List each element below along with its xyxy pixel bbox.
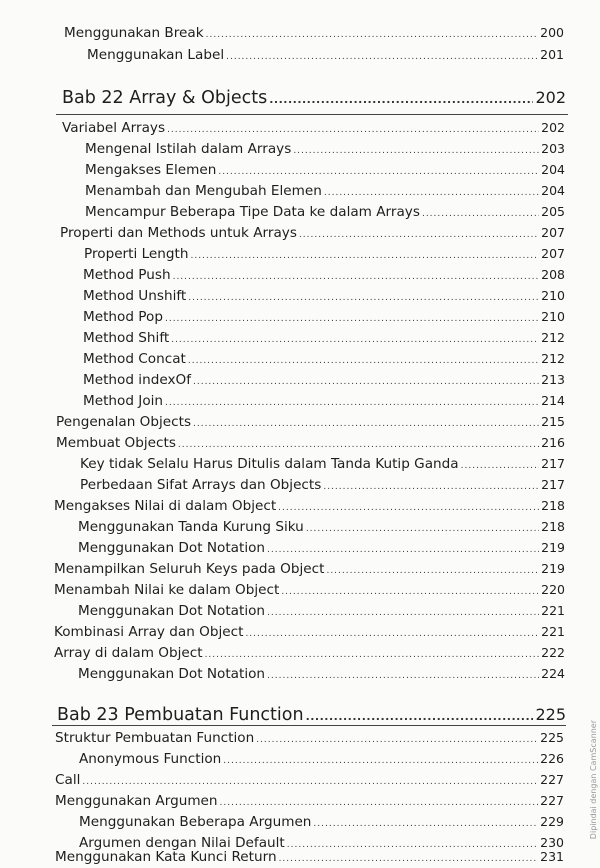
toc-entry-title: Kombinasi Array dan Object <box>54 624 244 640</box>
toc-entry-title: Menggunakan Break <box>64 25 204 41</box>
toc-entry-title: Membuat Objects <box>56 435 176 451</box>
toc-leader <box>267 541 539 559</box>
toc-leader <box>245 625 539 643</box>
toc-entry-title: Method indexOf <box>83 372 191 388</box>
toc-entry-title: Mengakses Elemen <box>85 162 217 178</box>
toc-entry <box>83 266 565 286</box>
toc-leader <box>269 89 533 111</box>
toc-entry-page: 208 <box>541 267 565 282</box>
toc-entry-page: 218 <box>541 498 565 513</box>
toc-entry-title: Menggunakan Label <box>87 47 225 63</box>
toc-leader <box>267 604 539 622</box>
toc-leader <box>223 752 538 770</box>
toc-entry <box>85 182 565 202</box>
toc-leader <box>293 142 539 160</box>
toc-entry-title: Method Pop <box>83 309 163 325</box>
toc-entry-page: 210 <box>541 288 565 303</box>
toc-leader <box>324 184 539 202</box>
toc-entry <box>85 161 565 181</box>
toc-entry-page: 218 <box>541 519 565 534</box>
toc-entry-title: Menampilkan Seluruh Keys pada Object <box>54 561 325 577</box>
toc-leader <box>167 121 539 139</box>
toc-entry-page: 212 <box>541 351 565 366</box>
toc-leader <box>278 499 539 517</box>
toc-entry <box>64 24 564 44</box>
toc-entry-title: Menggunakan Dot Notation <box>78 666 266 682</box>
toc-entry-page: 225 <box>540 730 564 745</box>
toc-entry-page: 229 <box>540 814 564 829</box>
toc-leader <box>313 815 538 833</box>
toc-leader <box>171 331 539 349</box>
toc-entry <box>54 581 565 601</box>
toc-entry-title: Mencampur Beberapa Tipe Data ke dalam Arrays <box>85 204 420 220</box>
toc-leader <box>306 520 539 538</box>
toc-entry-title: Method Join <box>83 393 164 409</box>
toc-entry <box>83 392 565 412</box>
chapter-rule <box>52 725 566 726</box>
toc-entry <box>78 602 565 622</box>
toc-entry-title: Method Push <box>83 267 171 283</box>
toc-leader <box>281 583 539 601</box>
chapter-title: Bab 23 Pembuatan Function <box>57 705 304 725</box>
toc-entry-title: Menggunakan Argumen <box>55 793 218 809</box>
toc-leader <box>326 562 539 580</box>
toc-entry-title: Pengenalan Objects <box>56 414 192 430</box>
toc-entry-page: 205 <box>541 204 565 219</box>
toc-entry <box>83 329 565 349</box>
toc-entry <box>60 224 565 244</box>
toc-entry <box>85 140 565 160</box>
toc-leader <box>226 48 538 66</box>
chapter-page: 225 <box>535 705 566 724</box>
toc-entry-page: 203 <box>541 141 565 156</box>
toc-entry <box>54 560 565 580</box>
toc-leader <box>190 247 539 265</box>
toc-entry <box>85 203 565 223</box>
toc-entry <box>80 455 565 475</box>
toc-entry-page: 217 <box>541 477 565 492</box>
toc-entry <box>78 665 565 685</box>
toc-entry-page: 221 <box>541 624 565 639</box>
toc-entry-title: Method Concat <box>83 351 186 367</box>
toc-entry <box>83 287 565 307</box>
toc-leader <box>188 352 539 370</box>
toc-entry-title: Menggunakan Tanda Kurung Siku <box>78 519 304 535</box>
toc-entry-page: 201 <box>540 47 564 62</box>
toc-entry-page: 227 <box>540 772 564 787</box>
toc-entry-title: Menambah Nilai ke dalam Object <box>54 582 280 598</box>
toc-entry-title: Menggunakan Beberapa Argumen <box>79 814 312 830</box>
toc-leader <box>205 646 540 664</box>
toc-entry-title: Variabel Arrays <box>62 120 166 136</box>
toc-entry-title: Properti Length <box>84 246 189 262</box>
toc-entry <box>54 644 565 664</box>
toc-entry-page: 222 <box>541 645 565 660</box>
toc-entry-page: 221 <box>541 603 565 618</box>
toc-entry-page: 224 <box>541 666 565 681</box>
toc-entry-title: Menambah dan Mengubah Elemen <box>85 183 322 199</box>
toc-entry <box>55 848 564 868</box>
toc-entry <box>55 792 564 812</box>
toc-entry-page: 214 <box>541 393 565 408</box>
toc-entry-page: 216 <box>541 435 565 450</box>
toc-entry-page: 231 <box>540 849 564 864</box>
toc-entry-title: Key tidak Selalu Harus Ditulis dalam Tanda Kutip Ganda <box>80 456 459 472</box>
toc-leader <box>165 310 539 328</box>
toc-leader <box>82 773 538 791</box>
toc-entry-page: 207 <box>541 225 565 240</box>
chapter-heading <box>62 87 566 111</box>
toc-entry <box>56 434 565 454</box>
toc-entry-page: 207 <box>541 246 565 261</box>
scanner-watermark: Dipindai dengan CamScanner <box>589 720 598 840</box>
toc-entry-page: 217 <box>541 456 565 471</box>
toc-leader <box>267 667 539 685</box>
toc-entry-title: Call <box>55 772 81 788</box>
toc-entry-title: Method Unshift <box>83 288 187 304</box>
toc-entry <box>55 729 564 749</box>
toc-leader <box>422 205 539 223</box>
toc-entry-title: Mengakses Nilai di dalam Object <box>54 498 277 514</box>
toc-entry-page: 219 <box>541 561 565 576</box>
toc-entry-page: 204 <box>541 162 565 177</box>
toc-leader <box>299 226 539 244</box>
toc-entry <box>84 245 565 265</box>
toc-leader <box>173 268 540 286</box>
toc-entry-title: Array di dalam Object <box>54 645 203 661</box>
toc-entry <box>78 539 565 559</box>
toc-entry-page: 213 <box>541 372 565 387</box>
toc-entry-page: 215 <box>541 414 565 429</box>
toc-leader <box>218 163 539 181</box>
toc-entry-title: Menggunakan Dot Notation <box>78 540 266 556</box>
toc-entry <box>62 119 565 139</box>
toc-entry-page: 219 <box>541 540 565 555</box>
toc-leader <box>323 478 539 496</box>
toc-entry-title: Anonymous Function <box>79 751 222 767</box>
toc-entry-page: 204 <box>541 183 565 198</box>
chapter-page: 202 <box>535 88 566 107</box>
chapter-title: Bab 22 Array & Objects <box>62 88 268 108</box>
toc-entry <box>87 46 564 66</box>
toc-leader <box>178 436 539 454</box>
toc-leader <box>193 373 539 391</box>
toc-entry-page: 212 <box>541 330 565 345</box>
toc-entry-title: Argumen dengan Nilai Default <box>79 835 285 851</box>
toc-entry-title: Perbedaan Sifat Arrays dan Objects <box>80 477 322 493</box>
toc-entry <box>54 497 565 517</box>
toc-entry-title: Struktur Pembuatan Function <box>55 730 255 746</box>
toc-entry-title: Menggunakan Dot Notation <box>78 603 266 619</box>
chapter-rule <box>56 114 568 115</box>
toc-leader <box>220 794 539 812</box>
toc-entry <box>79 813 564 833</box>
toc-entry-page: 230 <box>540 835 564 850</box>
toc-entry <box>54 623 565 643</box>
toc-leader <box>279 850 539 868</box>
toc-entry <box>80 476 565 496</box>
toc-entry <box>78 518 565 538</box>
toc-entry-page: 226 <box>540 751 564 766</box>
toc-entry <box>83 371 565 391</box>
toc-entry-page: 210 <box>541 309 565 324</box>
toc-entry <box>56 413 565 433</box>
toc-entry <box>79 750 564 770</box>
toc-entry-title: Mengenal Istilah dalam Arrays <box>85 141 292 157</box>
toc-entry-title: Menggunakan Kata Kunci Return <box>55 849 277 865</box>
toc-entry <box>83 350 565 370</box>
toc-entry-page: 202 <box>541 120 565 135</box>
toc-entry-title: Method Shift <box>83 330 170 346</box>
toc-leader <box>256 731 538 749</box>
toc-leader <box>206 26 539 44</box>
toc-entry-page: 220 <box>541 582 565 597</box>
toc-entry <box>55 771 564 791</box>
toc-leader <box>461 457 540 475</box>
toc-leader <box>188 289 539 307</box>
toc-leader <box>165 394 539 412</box>
toc-entry-title: Properti dan Methods untuk Arrays <box>60 225 297 241</box>
toc-entry-page: 227 <box>540 793 564 808</box>
toc-entry <box>83 308 565 328</box>
toc-leader <box>193 415 539 433</box>
toc-entry-page: 200 <box>540 25 564 40</box>
